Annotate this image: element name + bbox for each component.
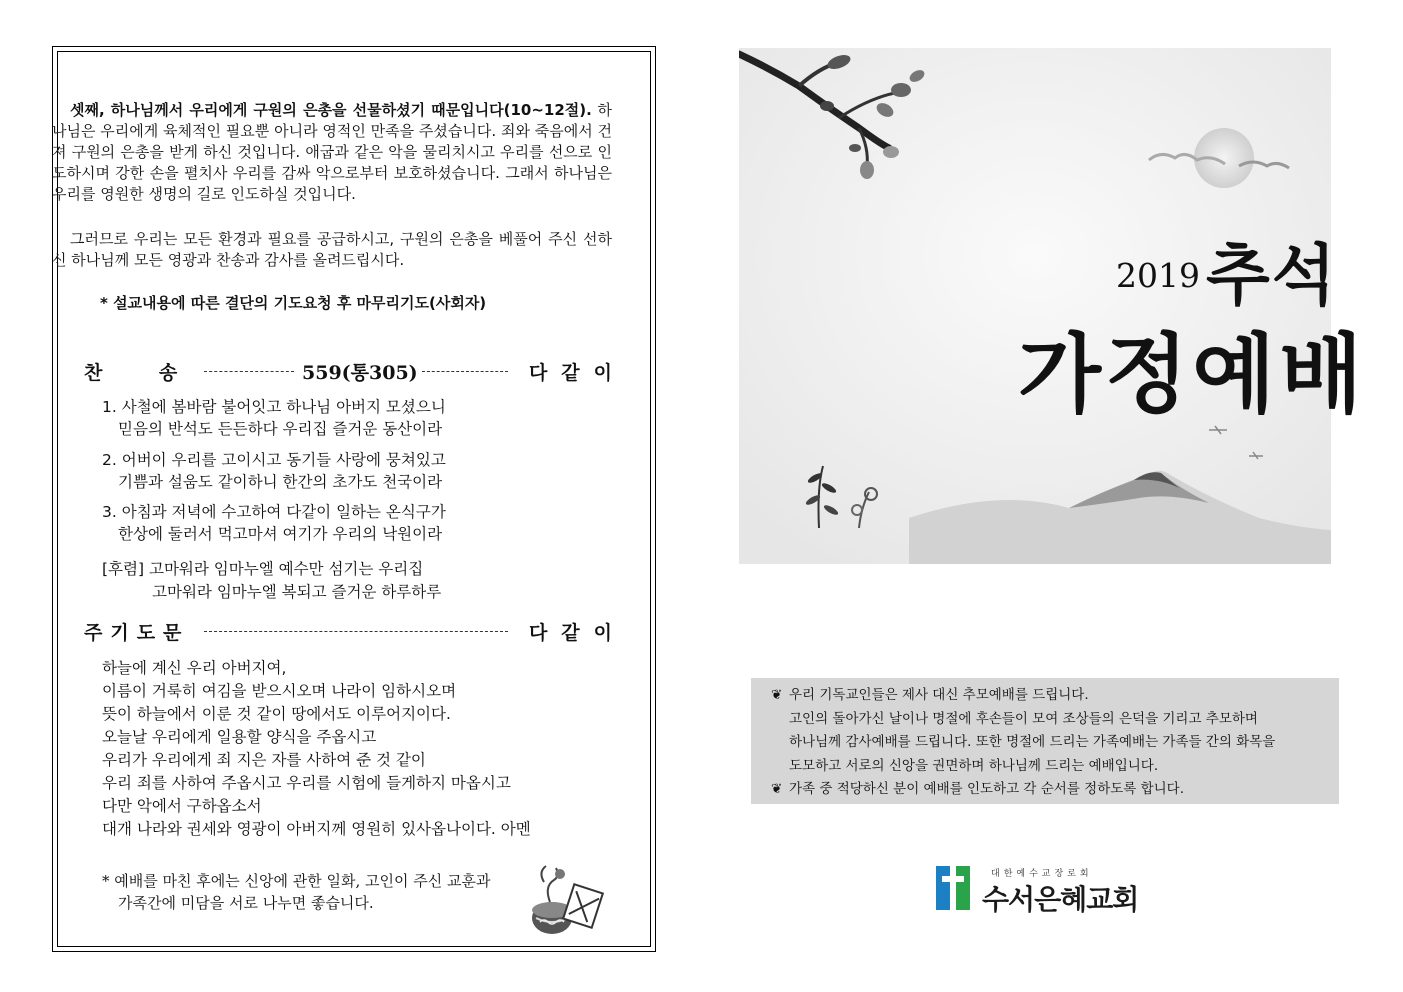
hymn-line: 한상에 둘러서 먹고마셔 여기가 우리의 낙원이라 [118,525,443,543]
church-cross-logo-icon [936,862,970,912]
hymn-line: 2. 어버이 우리를 고이시고 동기들 사랑에 뭉쳐있고 [102,451,446,469]
closing-prayer-note: * 설교내용에 따른 결단의 기도요청 후 마무리기도(사회자) [100,294,487,312]
info-text: 우리 기독교인들은 제사 대신 추모예배를 드립니다. [789,687,1089,703]
prayer-leader-dashes [204,631,508,632]
cover-title-chuseok: 추석 [1206,237,1338,314]
info-row [771,778,1339,802]
prayer-line: 다만 악에서 구하옵소서 [102,797,262,815]
prayer-line: 뜻이 하늘에서 이룬 것 같이 땅에서도 이루어지이다. [102,705,451,723]
hymn-leader-dashes-left [204,371,294,372]
prayer-line: 우리 죄를 사하여 주옵시고 우리를 시험에 들게하지 마옵시고 [102,774,511,792]
prayer-title: 주기도문 [84,622,190,644]
cover-title-family-worship: 가정예배 [1018,325,1367,425]
after-worship-footnote [102,870,532,914]
cover-year: 2019 [1116,256,1200,295]
church-name: 수서은혜교회 [982,883,1139,916]
hymn-title: 찬 송 [84,362,184,384]
hymn-line: 믿음의 반석도 든든하다 우리집 즐거운 동산이라 [118,420,443,438]
sermon-point-heading: 셋째, 하나님께서 우리에게 구원의 은총을 선물하셨기 때문입니다(10~12절). [70,101,592,119]
hymn-leader: 다같이 [528,362,626,384]
info-row: 하나님께 감사예배를 드립니다. 또한 명절에 드리는 가족예배는 가족들 간의 화목을 [789,734,1276,751]
hymn-refrain-line: [후렴] 고마워라 임마누엘 예수만 섬기는 우리집 [102,560,424,578]
info-row [771,684,1339,708]
prayer-line: 오늘날 우리에게 일용할 양식을 주옵시고 [102,728,377,746]
sermon-point-text: 하나님은 우리에게 육체적인 필요뿐 아니라 영적인 만족을 주셨습니다. 죄와 죽음에서 건져 구원의 은총을 받게 하신 것입니다. 애굽과 같은 악을 물리치시고 우리를 선으로 인도하시며 강한 손을 펼치사 우리를 감싸 악으로부터 보호하셨습니다. 그래서 하나님은 우리를 영원한 생명의 길로 인도하실 것입니다. [52,101,612,203]
worship-info-box [751,678,1339,804]
prayer-line: 이름이 거룩히 여김을 받으시오며 나라이 임하시오며 [102,682,457,700]
bullet-icon: ❦ [771,781,783,798]
hymn-number: 559(통305) [302,362,418,384]
prayer-leader: 다같이 [528,622,626,644]
hymn-line: 1. 사철에 봄바람 불어잇고 하나님 아버지 모셨으니 [102,398,446,416]
info-row: 도모하고 서로의 신앙을 권면하며 하나님께 드리는 예배입니다. [789,757,1159,774]
hymn-leader-dashes-right [422,371,508,372]
prayer-line: 우리가 우리에게 죄 지은 자를 사하여 준 것 같이 [102,751,426,769]
footnote-line-2: 가족간에 미담을 서로 나누면 좋습니다. [118,894,374,912]
sermon-paragraph-1 [52,100,612,205]
prayer-line: 대개 나라와 권세와 영광이 아버지께 영원히 있사옵나이다. 아멘 [102,820,531,838]
prayer-line: 하늘에 계신 우리 아버지여, [102,659,287,677]
church-denomination: 대한예수교장로회 [991,869,1093,879]
prayer-section-header [84,618,626,642]
gift-box-illustration [526,860,606,938]
sermon-paragraph-2: 그러므로 우리는 모든 환경과 필요를 공급하시고, 구원의 은총을 베풀어 주신 선하신 하나님께 모든 영광과 찬송과 감사를 올려드립시다. [52,230,612,269]
hymn-refrain-line: 고마워라 임마누엘 복되고 즐거운 하루하루 [152,583,442,601]
bullet-icon: ❦ [771,687,783,703]
footnote-line-1: * 예배를 마친 후에는 신앙에 관한 일화, 고인이 주신 교훈과 [102,872,491,890]
info-text: 가족 중 적당하신 분이 예배를 인도하고 각 순서를 정하도록 합니다. [789,781,1185,798]
hymn-line: 기쁨과 설움도 같이하니 한간의 초가도 천국이라 [118,473,443,491]
info-row: 고인의 돌아가신 날이나 명절에 후손들이 모여 조상들의 은덕을 기리고 추모하며 [789,710,1258,727]
church-logo [936,862,1146,916]
hymn-line: 3. 아침과 저녁에 수고하여 다같이 일하는 온식구가 [102,503,446,521]
hymn-section-header [84,358,626,382]
